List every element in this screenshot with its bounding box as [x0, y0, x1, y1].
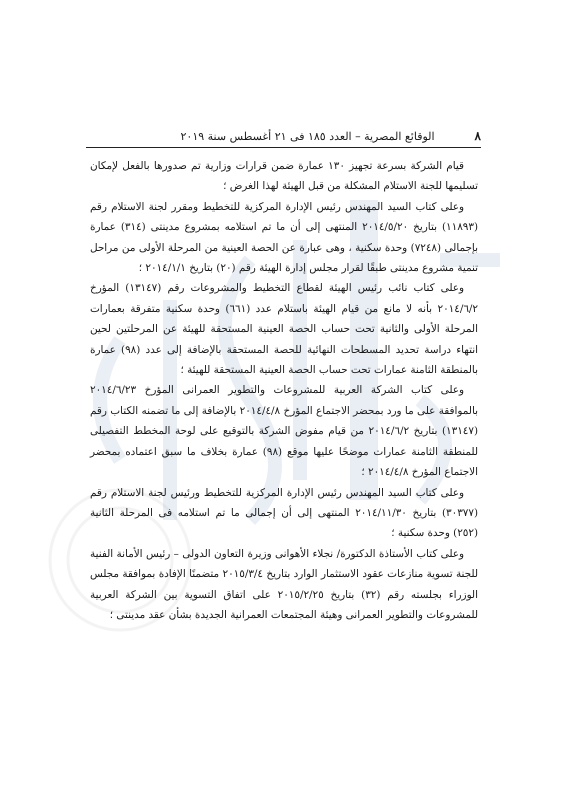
page-header	[88, 126, 481, 146]
header-rule	[86, 147, 481, 148]
gazette-header-title: الوقائع المصرية – العدد ١٨٥ فى ٢١ أغسطس سنة ٢٠١٩	[180, 129, 435, 143]
paragraph: قيام الشركة بسرعة تجهيز ١٣٠ عمارة ضمن قرارات وزارية تم صدورها بالفعل لإمكان تسليمها للجنة الاستلام المشكلة من قبل الهيئة لهذا الغرض ؛	[90, 160, 478, 193]
paragraph: وعلى كتاب الأستاذة الدكتورة/ نجلاء الأهوانى وزيرة التعاون الدولى – رئيس الأمانة الفنية للجنة تسوية منازعات عقود الاستثمار الوارد بتاريخ ٢٠١٥/٣/٤ متضمنًا الإفادة بموافقة مجلس الوزراء بجلسته رقم (٣٢) بتاريخ ٢٠١٥/٢/٢٥ على اتفاق التسوية بين الشركة العربية للمشروعات والتطوير العمرانى وهيئة المجتمعات العمرانية الجديدة بشأن عقد مدينتى ؛	[90, 547, 478, 621]
document-body	[90, 156, 478, 625]
paragraph: وعلى كتاب السيد المهندس رئيس الإدارة المركزية للتخطيط ومقرر لجنة الاستلام رقم (١١٨٩٣) بتاريخ ٢٠١٤/٥/٢٠ المنتهى إلى أن ما تم استلامه بمشروع مدينتى (٣١٤) عمارة بإجمالى (٧٢٤٨) وحدة سكنية ، وهى عبارة عن الحصة العينية من المرحلة الأولى من مراحل تنمية مشروع مدينتى طبقًا لقرار مجلس إدارة الهيئة رقم (٢٠) بتاريخ ٢٠١٤/١/١ ؛	[90, 200, 478, 275]
page-number: ٨	[474, 129, 481, 143]
paragraph: وعلى كتاب الشركة العربية للمشروعات والتطوير العمرانى المؤرخ ٢٠١٤/٦/٢٣ بالموافقة على ما ورد بمحضر الاجتماع المؤرخ ٢٠١٤/٤/٨ بالإضافة إلى ما تضمنه الكتاب رقم (١٣١٤٧) بتاريخ ٢٠١٤/٦/٢ من قيام مفوض الشركة بالتوقيع على لوحة المخطط التفصيلى للمنطقة الثامنة عمارات موضحًا عليها موقع (٩٨) عمارة بخلاف ما سبق اعتماده بمحضر الاجتماع المؤرخ ٢٠١٤/٤/٨ ؛	[90, 384, 478, 479]
paragraph: وعلى كتاب نائب رئيس الهيئة لقطاع التخطيط والمشروعات رقم (١٣١٤٧) المؤرخ ٢٠١٤/٦/٢ بأنه لا مانع من قيام الهيئة باستلام عدد (٦٦١) وحدة سكنية متفرقة بعمارات المرحلة الأولى والثانية تحت حساب الحصة العينية المستحقة للهيئة عن المرحلتين لحين انتهاء دراسة تحديد المسطحات النهائية للحصة المستحقة بالإضافة إلى عدد (٩٨) عمارة بالمنطقة الثامنة عمارات تحت حساب الحصة العينية المستحقة للهيئة ؛	[90, 282, 478, 377]
paragraph: وعلى كتاب السيد المهندس رئيس الإدارة المركزية للتخطيط ورئيس لجنة الاستلام رقم (٣٠٣٧٧) بتاريخ ٢٠١٤/١١/٣٠ المنتهى إلى أن إجمالى ما تم استلامه فى المرحلة الثانية (٢٥٢) وحدة سكنية ؛	[90, 486, 478, 540]
